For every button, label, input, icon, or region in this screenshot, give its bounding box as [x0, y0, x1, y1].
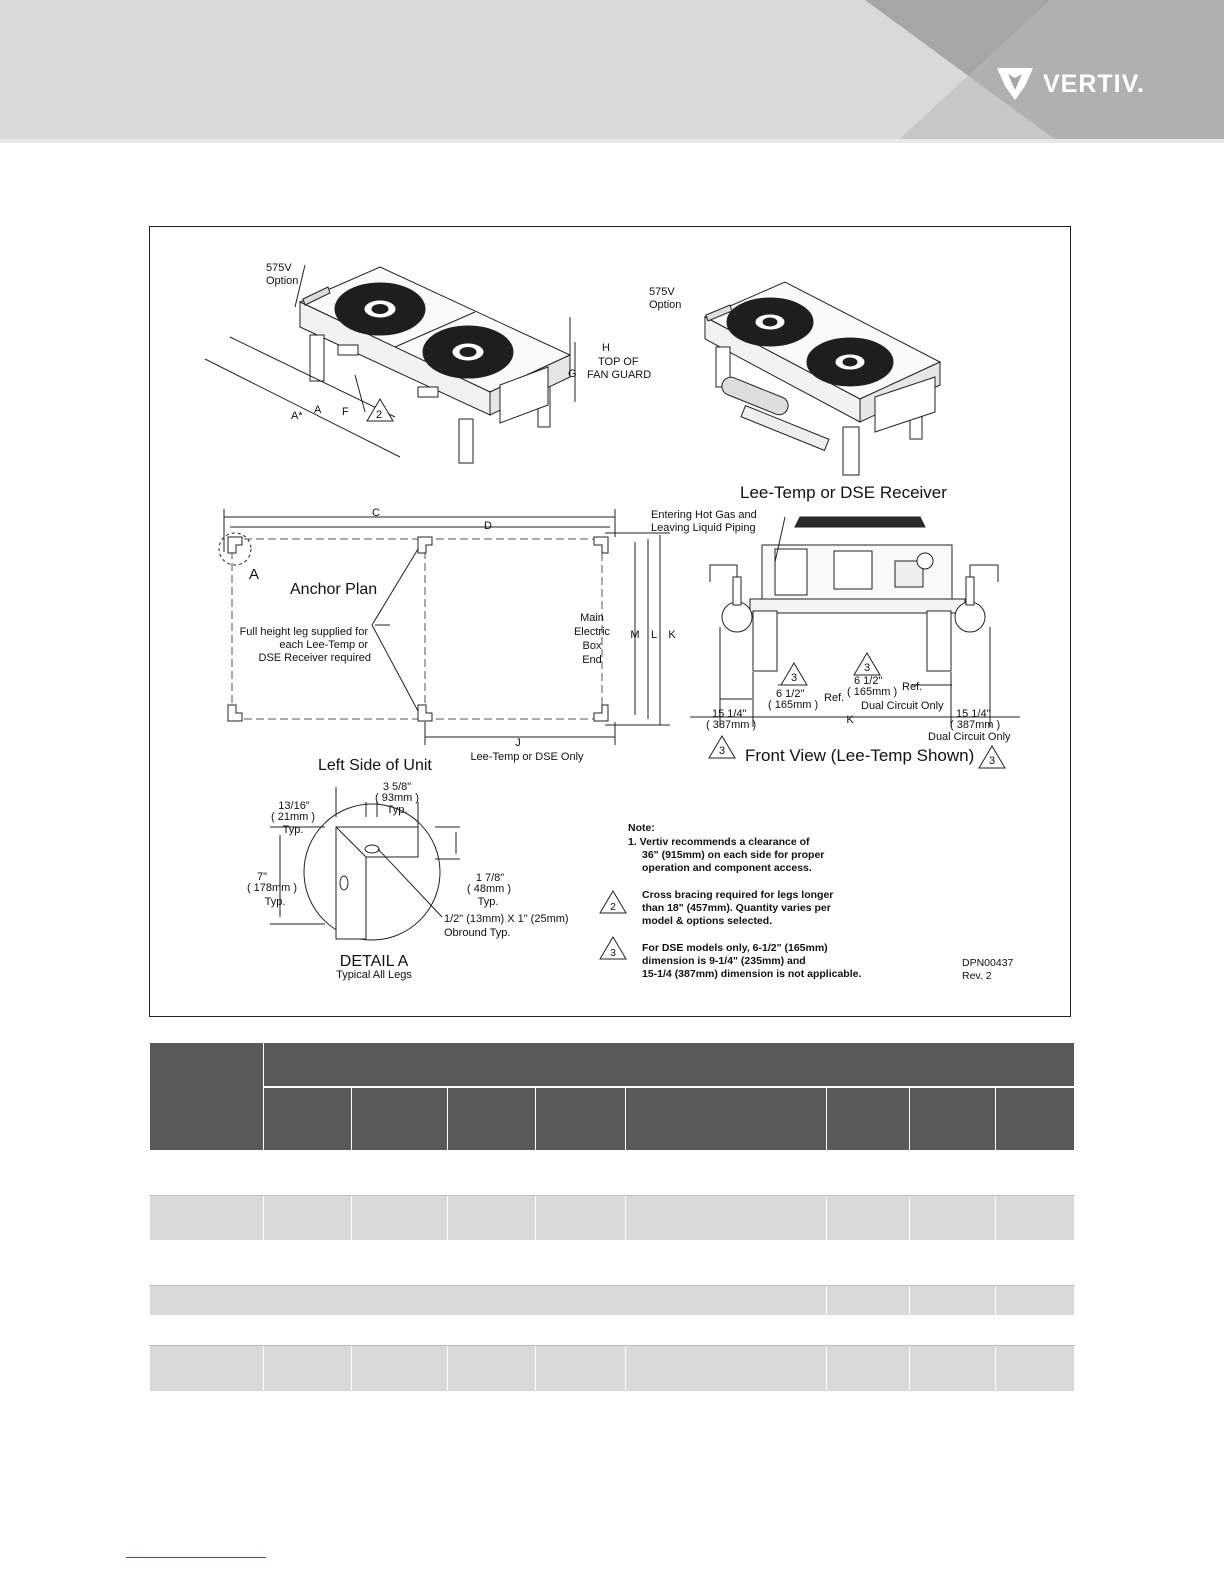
front-callout-3d: 3 — [988, 755, 996, 767]
detail-w-2: ( 93mm ) — [375, 792, 419, 804]
table-header-cell — [910, 1087, 996, 1151]
table-header-model — [150, 1043, 264, 1151]
table-header-cell — [264, 1087, 352, 1151]
anchor-plan-title: Anchor Plan — [290, 581, 378, 598]
detail-w-3: Typ. — [386, 804, 408, 816]
footer-link[interactable] — [126, 1557, 266, 1558]
front-dim-d-2: ( 387mm ) — [950, 719, 1001, 731]
detail-t-2: ( 21mm ) — [271, 811, 315, 823]
detail-t-1: 13/16" — [278, 800, 310, 812]
iso-left-option-1: 575V — [266, 262, 292, 274]
piping-label-1: Entering Hot Gas and — [651, 509, 757, 521]
iso-right-option-1: 575V — [649, 286, 675, 298]
note-1-line-3: operation and component access. — [642, 862, 812, 874]
table-header-cell — [448, 1087, 536, 1151]
dim-c-label: C — [372, 507, 380, 519]
front-dim-c-2: ( 387mm ) — [706, 719, 757, 731]
detail-ref-a: A — [249, 566, 260, 583]
dim-f-label: F — [342, 406, 349, 418]
technical-drawing — [149, 226, 1071, 1017]
drawing-canvas — [150, 227, 1072, 1018]
left-side-label: Left Side of Unit — [318, 757, 432, 774]
box-end-3: Box — [582, 640, 602, 652]
note-3-number: 3 — [610, 947, 616, 959]
front-dim-c-1: 15 1/4" — [712, 708, 747, 720]
detail-a-subtitle: Typical All Legs — [336, 969, 412, 981]
note-3-line-1: For DSE models only, 6-1/2" (165mm) — [642, 942, 828, 954]
detail-slot-1: 1/2" (13mm) X 1" (25mm) — [444, 913, 569, 925]
iso-left-unit — [300, 267, 570, 463]
notes-heading: Note: — [628, 822, 655, 834]
detail-h-3: Typ. — [264, 896, 286, 908]
leg-note-3: DSE Receiver required — [258, 652, 371, 664]
detail-r-2: ( 48mm ) — [467, 883, 511, 895]
table-header-cell — [626, 1087, 827, 1151]
receiver-caption: Lee-Temp or DSE Receiver — [740, 483, 947, 502]
box-end-1: Main — [580, 612, 604, 624]
note-2-line-2: than 18" (457mm). Quantity varies per — [642, 902, 831, 914]
dim-j-label: J — [515, 737, 521, 749]
dim-top-label-1: TOP OF — [598, 356, 639, 368]
dim-k-label: K — [668, 629, 676, 641]
box-end-4: End — [582, 654, 602, 666]
dim-j-note: Lee-Temp or DSE Only — [470, 751, 584, 763]
detail-a-title: DETAIL A — [339, 953, 409, 970]
front-dim-b-ref: Ref. — [902, 681, 923, 693]
box-end-2: Electric — [573, 626, 611, 638]
dim-a-star-label: A* — [291, 410, 303, 422]
front-dim-d-1: 15 1/4" — [956, 708, 991, 720]
front-callout-3a: 3 — [790, 672, 798, 684]
front-dim-a-2: ( 165mm ) — [768, 699, 819, 711]
iso-right-unit — [705, 282, 940, 475]
dim-h-label: H — [602, 342, 610, 354]
front-dim-b-1: 6 1/2" — [854, 675, 883, 687]
table-header-group — [264, 1043, 1075, 1087]
iso-left-option-2: Option — [266, 275, 299, 287]
table-header-cell — [827, 1087, 910, 1151]
note-1-line-1: 1. Vertiv recommends a clearance of — [628, 836, 810, 848]
dim-a-label: A — [314, 404, 322, 416]
brand-name: VERTIV. — [1043, 69, 1145, 98]
detail-slot-2: Obround Typ. — [444, 927, 511, 939]
front-dim-a-ref: Ref. — [824, 692, 845, 704]
vertiv-v-logo-icon — [995, 66, 1035, 102]
callout-2-label: 2 — [376, 409, 383, 421]
table-header-cell — [352, 1087, 448, 1151]
table-header-cell — [536, 1087, 626, 1151]
note-3-line-2: dimension is 9-1/4" (235mm) and — [642, 955, 806, 967]
iso-right-option-2: Option — [649, 299, 682, 311]
table-row — [150, 1151, 1075, 1196]
vertiv-logo[interactable] — [995, 66, 1145, 102]
front-dim-k: K — [846, 714, 854, 726]
front-view-caption: Front View (Lee-Temp Shown) — [745, 746, 975, 765]
dim-m-label: M — [630, 629, 640, 641]
note-2-line-3: model & options selected. — [642, 915, 773, 927]
page-header — [0, 0, 1224, 143]
dim-g-label: G — [568, 368, 577, 380]
detail-w-1: 3 5/8" — [382, 781, 412, 793]
note-2-number: 2 — [610, 901, 616, 913]
note-3-line-3: 15-1/4 (387mm) dimension is not applicable. — [642, 968, 862, 980]
table-row — [150, 1241, 1075, 1286]
table-row — [150, 1286, 1075, 1316]
detail-r-3: Typ. — [477, 896, 499, 908]
front-dim-a-1: 6 1/2" — [776, 688, 805, 700]
detail-r-1: 1 7/8" — [475, 872, 505, 884]
detail-h-1: 7" — [256, 871, 268, 883]
table-row — [150, 1346, 1075, 1392]
leg-note-2: each Lee-Temp or — [279, 639, 368, 651]
table-row — [150, 1316, 1075, 1346]
front-callout-3b: 3 — [863, 662, 871, 674]
leg-note-1: Full height leg supplied for — [239, 626, 368, 638]
table-row — [150, 1196, 1075, 1241]
dim-top-label-2: FAN GUARD — [587, 369, 652, 381]
front-dual-2: Dual Circuit Only — [928, 731, 1011, 743]
dimensions-table — [149, 1042, 1075, 1392]
doc-number: DPN00437 — [962, 957, 1014, 969]
note-2-line-1: Cross bracing required for legs longer — [642, 889, 834, 901]
dim-l-label: L — [650, 629, 658, 641]
dim-d-label: D — [484, 520, 492, 532]
front-callout-3c: 3 — [718, 745, 726, 757]
front-dim-b-2: ( 165mm ) — [847, 686, 898, 698]
front-dual-1: Dual Circuit Only — [861, 700, 944, 712]
detail-h-2: ( 178mm ) — [246, 882, 298, 894]
piping-label-2: Leaving Liquid Piping — [651, 522, 756, 534]
doc-revision: Rev. 2 — [962, 970, 992, 982]
detail-t-3: Typ. — [282, 824, 304, 836]
note-1-line-2: 36" (915mm) on each side for proper — [642, 849, 825, 861]
table-header-cell — [996, 1087, 1075, 1151]
